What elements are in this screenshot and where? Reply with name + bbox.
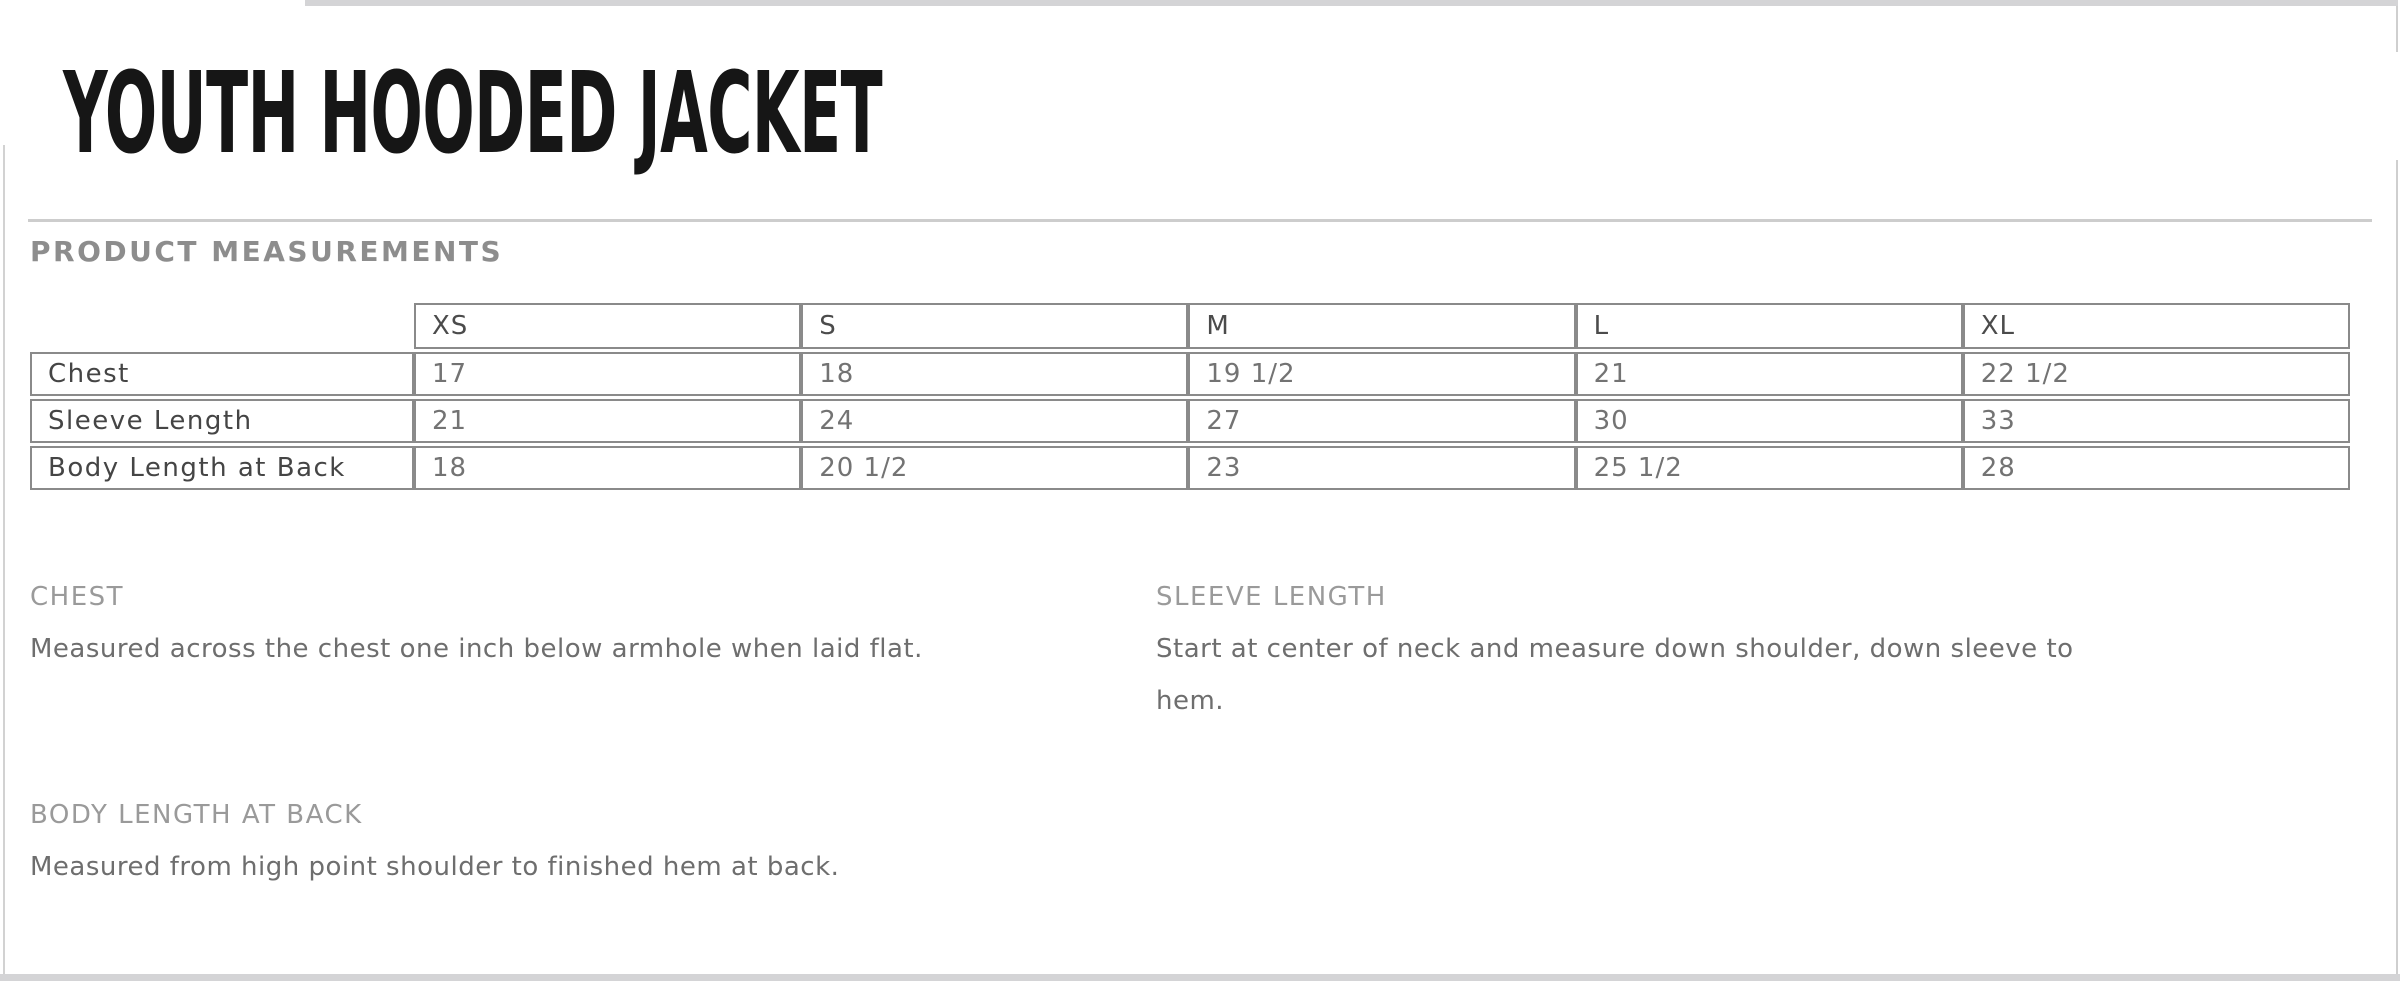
table-corner-cell: [30, 303, 414, 349]
row-label: Body Length at Back: [30, 446, 414, 490]
table-row-body-length-at-back: [30, 446, 2350, 490]
definition-text: Measured from high point shoulder to finished hem at back.: [30, 852, 840, 882]
table-row-sleeve-length: [30, 399, 2350, 443]
definition-chest: [30, 584, 1110, 675]
cell-value: 20 1/2: [801, 446, 1188, 490]
cell-value: 21: [1576, 352, 1963, 396]
row-label: Chest: [30, 352, 414, 396]
cell-value: 19 1/2: [1188, 352, 1575, 396]
cell-value: 30: [1576, 399, 1963, 443]
row-label: Sleeve Length: [30, 399, 414, 443]
table-row-chest: [30, 352, 2350, 396]
definition-heading: SLEEVE LENGTH: [1156, 582, 1387, 612]
cell-value: 28: [1963, 446, 2350, 490]
page-title: YOUTH HOODED JACKET: [63, 49, 883, 179]
cell-value: 25 1/2: [1576, 446, 1963, 490]
cell-value: 18: [801, 352, 1188, 396]
definition-heading: CHEST: [30, 582, 125, 612]
cell-value: 23: [1188, 446, 1575, 490]
section-divider: [28, 219, 2372, 222]
panel-border-left: [3, 145, 5, 974]
col-header-l: L: [1576, 303, 1963, 349]
cell-value: 18: [414, 446, 801, 490]
col-header-xl: XL: [1963, 303, 2350, 349]
cell-value: 17: [414, 352, 801, 396]
definition-body-length-at-back: [30, 802, 1130, 893]
cell-value: 27: [1188, 399, 1575, 443]
col-header-m: M: [1188, 303, 1575, 349]
definition-text: Start at center of neck and measure down shoulder, down sleeve to hem.: [1156, 634, 2074, 716]
col-header-xs: XS: [414, 303, 801, 349]
definition-text: Measured across the chest one inch below armhole when laid flat.: [30, 634, 923, 664]
panel-border-right-lower: [2396, 160, 2398, 974]
definition-sleeve-length: [1156, 584, 2141, 727]
col-header-s: S: [801, 303, 1188, 349]
cell-value: 24: [801, 399, 1188, 443]
backdrop-strip-bottom: [0, 974, 2400, 981]
backdrop-strip-top: [305, 0, 2398, 6]
cell-value: 33: [1963, 399, 2350, 443]
cell-value: 22 1/2: [1963, 352, 2350, 396]
measurements-table: [30, 300, 2350, 493]
panel-border-right-upper: [2396, 6, 2398, 52]
section-heading: PRODUCT MEASUREMENTS: [30, 235, 504, 268]
table-header-row: [30, 303, 2350, 349]
definition-heading: BODY LENGTH AT BACK: [30, 800, 363, 830]
cell-value: 21: [414, 399, 801, 443]
